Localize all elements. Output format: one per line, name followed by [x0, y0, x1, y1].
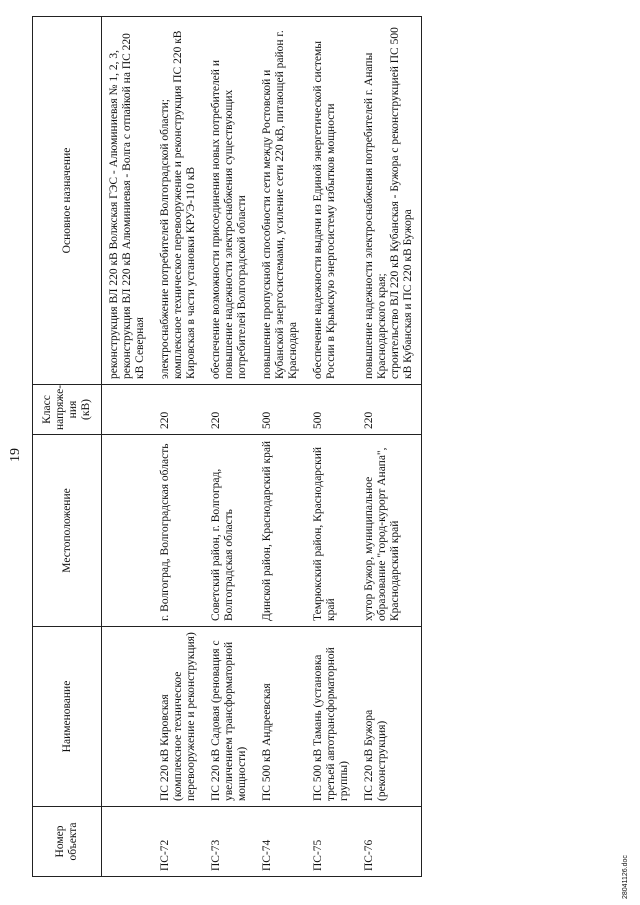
- object-number: ПС-72: [153, 807, 204, 877]
- object-location: Советский район, г. Волгоград, Волгоградская область: [204, 435, 255, 627]
- object-number: ПС-75: [306, 807, 357, 877]
- object-purpose: повышение надежности электроснабжения потребителей г. Анапы Краснодарского края; строительство ВЛ 220 кВ Кубанская - Бужора с реконструкцией ПС 500 кВ Кубанская и ПС 220 кВ Бужора: [357, 17, 422, 385]
- object-number: ПС-74: [255, 807, 306, 877]
- object-voltage: 500: [306, 385, 357, 435]
- object-number: ПС-73: [204, 807, 255, 877]
- object-location: Темрюкский район, Краснодарский край: [306, 435, 357, 627]
- document-file-id: 28041126.doc: [622, 855, 629, 899]
- object-name: ПС 220 кВ Садовая (реновация с увеличением трансформаторной мощности): [204, 627, 255, 807]
- table-row-continuation: [102, 17, 154, 877]
- table-row: [255, 17, 306, 877]
- page-number: 19: [8, 448, 23, 462]
- object-purpose: обеспечение возможности присоединения новых потребителей и повышение надежности электроснабжения существующих потребителей Волгоградской области: [204, 17, 255, 385]
- object-voltage: 220: [153, 385, 204, 435]
- header-purpose: Основное назначение: [33, 17, 102, 385]
- object-purpose: повышение пропускной способности сети между Ростовской и Кубанской энергосистемами, усиление сети 220 кВ, питающей район г. Краснодара: [255, 17, 306, 385]
- object-location: хутор Бужор, муниципальное образование "город-курорт Анапа", Краснодарский край: [357, 435, 422, 627]
- table-row: [204, 17, 255, 877]
- header-number: Номер объекта: [33, 807, 102, 877]
- object-location: г. Волгоград, Волгоградская область: [153, 435, 204, 627]
- objects-table: [32, 16, 422, 877]
- header-voltage: Класс напряже-ния (кВ): [33, 385, 102, 435]
- object-name: ПС 500 кВ Тамань (установка третьей автотрансформаторной группы): [306, 627, 357, 807]
- object-purpose: обеспечение надежности выдачи из Единой энергетической системы России в Крымскую энергосистему избытков мощности: [306, 17, 357, 385]
- object-voltage: 220: [357, 385, 422, 435]
- object-name: ПС 500 кВ Андреевская: [255, 627, 306, 807]
- object-location: Динской район, Краснодарский край: [255, 435, 306, 627]
- object-voltage: 220: [204, 385, 255, 435]
- header-name: Наименование: [33, 627, 102, 807]
- table-row: [357, 17, 422, 877]
- object-name: ПС 220 кВ Кировская (комплексное техническое перевооружение и реконструкция): [153, 627, 204, 807]
- continuation-purpose: реконструкция ВЛ 220 кВ Волжская ГЭС - Алюминиевая № 1, 2, 3, реконструкция ВЛ 220 кВ Алюминиевая - Волга с отпайкой на ПС 220 кВ Северная: [102, 17, 154, 385]
- header-location: Местоположение: [33, 435, 102, 627]
- object-voltage: 500: [255, 385, 306, 435]
- table-header-row: [33, 17, 102, 877]
- table-row: [153, 17, 204, 877]
- object-number: ПС-76: [357, 807, 422, 877]
- object-name: ПС 220 кВ Бужора (реконструкция): [357, 627, 422, 807]
- table-row: [306, 17, 357, 877]
- object-purpose: электроснабжение потребителей Волгоградской области; комплексное техническое перевооружение и реконструкция ПС 220 кВ Кировская в части установки КРУЭ-110 кВ: [153, 17, 204, 385]
